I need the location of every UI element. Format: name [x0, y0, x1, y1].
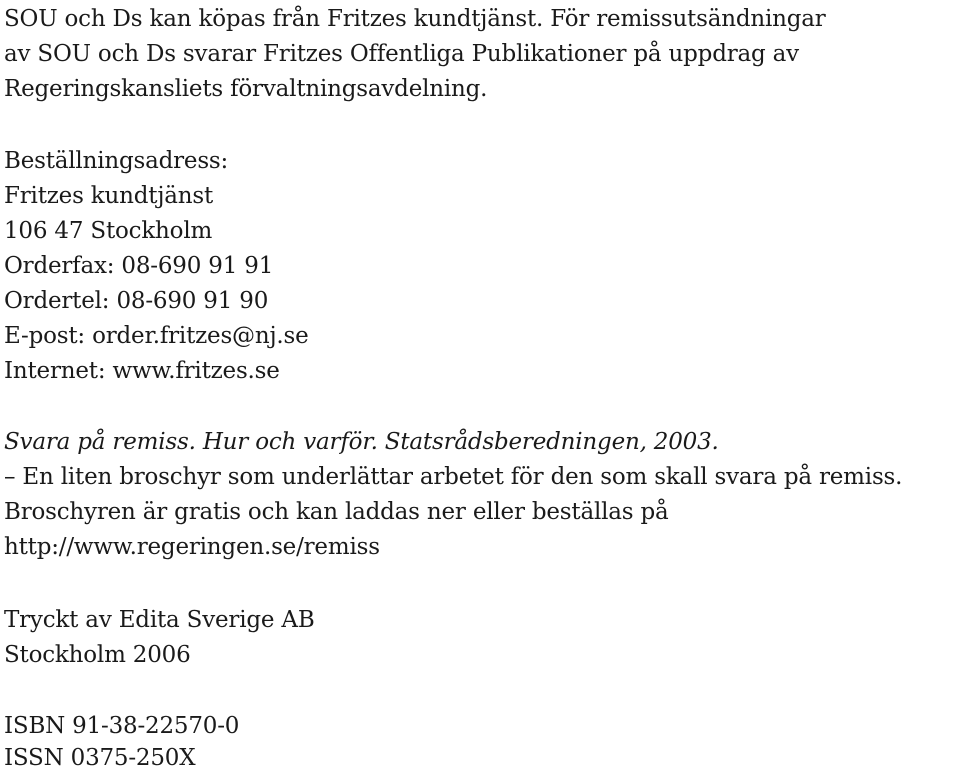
- intro-line: Regeringskansliets förvaltningsavdelning.: [4, 76, 488, 102]
- order-email: E-post: order.fritzes@nj.se: [4, 323, 309, 349]
- remiss-url: http://www.regeringen.se/remiss: [4, 534, 380, 560]
- intro-line: av SOU och Ds svarar Fritzes Offentliga Publikationer på uppdrag av: [4, 41, 799, 67]
- remiss-line: – En liten broschyr som underlättar arbetet för den som skall svara på remiss.: [4, 464, 903, 490]
- printer-line: Tryckt av Edita Sverige AB: [4, 607, 315, 633]
- order-address-line: 106 47 Stockholm: [4, 218, 213, 244]
- order-tel: Ordertel: 08-690 91 90: [4, 288, 269, 314]
- order-address-line: Fritzes kundtjänst: [4, 183, 214, 209]
- remiss-title: Svara på remiss. Hur och varför. Statsrådsberedningen, 2003.: [4, 429, 719, 455]
- order-internet: Internet: www.fritzes.se: [4, 358, 280, 384]
- intro-line: SOU och Ds kan köpas från Fritzes kundtjänst. För remissutsändningar: [4, 6, 826, 32]
- remiss-line: Broschyren är gratis och kan laddas ner eller beställas på: [4, 499, 669, 525]
- order-address-heading: Beställningsadress:: [4, 148, 229, 174]
- order-fax: Orderfax: 08-690 91 91: [4, 253, 274, 279]
- printer-line: Stockholm 2006: [4, 642, 191, 668]
- issn: ISSN 0375-250X: [4, 745, 196, 771]
- isbn: ISBN 91-38-22570-0: [4, 713, 240, 739]
- colophon-page: [4, 0, 954, 774]
